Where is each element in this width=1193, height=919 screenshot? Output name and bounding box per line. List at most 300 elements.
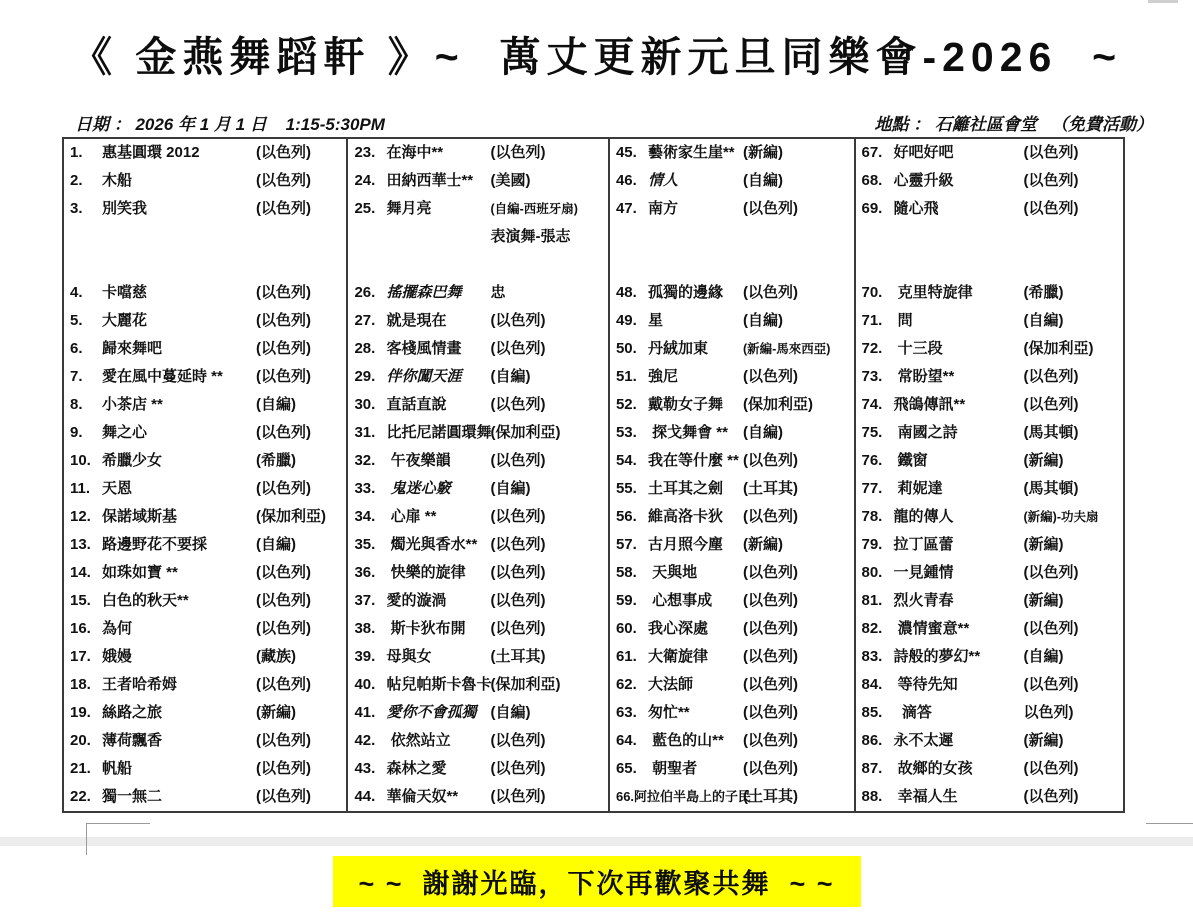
- item-name: 大法師: [647, 676, 693, 693]
- item-number: 23.: [354, 144, 376, 161]
- program-item: [856, 419, 1123, 447]
- item-note: (保加利亞): [256, 508, 326, 525]
- program-item: [64, 783, 346, 811]
- item-name: 舞月亮: [386, 200, 432, 217]
- item-note: (自編): [1023, 648, 1064, 665]
- program-item: [856, 167, 1123, 195]
- item-name: 天恩: [102, 480, 133, 497]
- program-item: [64, 755, 346, 783]
- item-number: 33.: [354, 480, 376, 497]
- program-item: [348, 167, 608, 195]
- item-name: 莉妮達: [893, 480, 943, 497]
- item-note: (以色列): [742, 284, 798, 301]
- item-number: 50.: [615, 340, 637, 357]
- item-name: 在海中**: [386, 144, 444, 161]
- item-name: 斯卡狄布開: [386, 620, 466, 637]
- item-number: 34.: [354, 508, 376, 525]
- item-note: (新編)-功夫扇: [1023, 510, 1099, 524]
- item-name: 幸福人生: [893, 788, 958, 805]
- item-name: 維高洛卡狄: [647, 508, 723, 525]
- item-name: 克里特旋律: [893, 284, 973, 301]
- item-number: 49.: [615, 312, 637, 329]
- program-item: [856, 195, 1123, 223]
- item-number: 56.: [615, 508, 637, 525]
- item-number: 69.: [861, 200, 883, 217]
- item-number: 2.: [70, 172, 83, 189]
- item-name: 好吧好吧: [893, 144, 954, 161]
- program-item: [64, 643, 346, 671]
- item-note: (以色列): [256, 368, 311, 385]
- item-number: 14.: [70, 564, 91, 581]
- item-name: 鬼迷心竅: [386, 480, 451, 497]
- item-name: 田納西華士**: [386, 172, 474, 189]
- item-note: (以色列): [1023, 144, 1079, 161]
- item-note: (新編): [1023, 732, 1064, 749]
- item-number: 58.: [615, 564, 637, 581]
- item-number: 83.: [861, 648, 883, 665]
- item-number: 42.: [354, 732, 376, 749]
- item-number: 10.: [70, 452, 91, 469]
- program-item: [610, 279, 854, 307]
- item-number: 87.: [861, 760, 883, 777]
- item-note: (以色列): [256, 592, 311, 609]
- item-name: 森林之愛: [386, 760, 447, 777]
- program-item: [610, 643, 854, 671]
- program-item: [348, 559, 608, 587]
- item-note: (以色列): [256, 480, 311, 497]
- item-name: 一見鍾情: [893, 564, 954, 581]
- program-column-1: [64, 139, 348, 811]
- program-column-3: [610, 139, 856, 811]
- item-name: 強尼: [647, 368, 678, 385]
- item-name: 天與地: [647, 564, 698, 581]
- program-item: [856, 307, 1123, 335]
- item-note: (新編-馬來西亞): [742, 342, 831, 356]
- item-number: 13.: [70, 536, 91, 553]
- program-item: [64, 363, 346, 391]
- program-item: [348, 391, 608, 419]
- item-note: (以色列): [490, 620, 546, 637]
- program-item: [348, 335, 608, 363]
- program-item: [856, 587, 1123, 615]
- item-number: 51.: [615, 368, 637, 385]
- item-name: 拉丁區蕾: [893, 536, 954, 553]
- item-name: 快樂的旋律: [386, 564, 466, 581]
- item-name: 獨一無二: [102, 788, 163, 805]
- item-number: 39.: [354, 648, 376, 665]
- item-number: 9.: [70, 424, 83, 441]
- program-item: [856, 447, 1123, 475]
- item-number: 76.: [861, 452, 883, 469]
- item-number: 81.: [861, 592, 883, 609]
- item-number: 32.: [354, 452, 376, 469]
- item-name: 如珠如寶 **: [102, 564, 178, 581]
- item-note: 以色列): [1023, 704, 1074, 721]
- item-note: (保加利亞): [1023, 340, 1094, 357]
- program-item: [610, 335, 854, 363]
- page-corner-mark-right: [1146, 823, 1193, 855]
- program-item: [64, 699, 346, 727]
- program-item: [610, 419, 854, 447]
- item-number: 11.: [70, 480, 91, 497]
- item-number: 31.: [354, 424, 376, 441]
- item-note: (土耳其): [490, 648, 546, 665]
- item-name: 王者哈希姆: [102, 676, 178, 693]
- item-number: 79.: [861, 536, 883, 553]
- program-item: [64, 447, 346, 475]
- page-boundary-mark-top: [1148, 0, 1178, 3]
- item-note: (自編): [490, 704, 531, 721]
- item-name: 常盼望**: [893, 368, 955, 385]
- item-number: 15.: [70, 592, 91, 609]
- item-note: (希臘): [256, 452, 296, 469]
- item-note: (希臘): [1023, 284, 1064, 301]
- program-item: [610, 391, 854, 419]
- item-note: (新編): [1023, 452, 1064, 469]
- item-name: 南方: [647, 200, 678, 217]
- program-item: [610, 195, 854, 223]
- item-note: (自編): [490, 368, 531, 385]
- item-number: 4.: [70, 284, 83, 301]
- item-name: 別笑我: [102, 200, 148, 217]
- item-name: 濃情蜜意**: [893, 620, 970, 637]
- item-number: 20.: [70, 732, 91, 749]
- item-number: 43.: [354, 760, 376, 777]
- item-note: (以色列): [256, 340, 311, 357]
- item-number: 78.: [861, 508, 883, 525]
- event-date: 日期 ： 2026 年 1 月 1 日 1:15-5:30PM: [75, 115, 385, 134]
- item-number: 5.: [70, 312, 83, 329]
- item-note: (以色列): [1023, 200, 1079, 217]
- item-number: 7.: [70, 368, 83, 385]
- item-name: 就是現在: [386, 312, 447, 329]
- program-gap-row: [64, 223, 346, 279]
- item-name: 舞之心: [102, 424, 148, 441]
- item-note: (以色列): [1023, 368, 1079, 385]
- item-number: 17.: [70, 648, 91, 665]
- item-name: 龍的傳人: [893, 508, 954, 525]
- program-item: [348, 755, 608, 783]
- program-item: [610, 727, 854, 755]
- item-note: (自編): [742, 172, 783, 189]
- program-item: [64, 279, 346, 307]
- item-name: 帆船: [102, 760, 133, 777]
- program-item: [348, 587, 608, 615]
- item-name: 鐵窗: [893, 452, 928, 469]
- program-item: [610, 699, 854, 727]
- program-item: [64, 727, 346, 755]
- item-name: 朝聖者: [647, 760, 698, 777]
- program-item: [856, 755, 1123, 783]
- item-note: (以色列): [256, 676, 311, 693]
- item-number: 41.: [354, 704, 376, 721]
- item-number: 18.: [70, 676, 91, 693]
- item-number: 16.: [70, 620, 91, 637]
- program-item: [610, 559, 854, 587]
- item-name: 愛的漩渦: [386, 592, 447, 609]
- item-note: (美國): [490, 172, 531, 189]
- item-name: 十三段: [893, 340, 943, 357]
- program-item: [64, 419, 346, 447]
- item-number: 86.: [861, 732, 883, 749]
- item-name: 薄荷飄香: [102, 732, 163, 749]
- program-item: [348, 475, 608, 503]
- program-item: [610, 139, 854, 167]
- program-item: [348, 419, 608, 447]
- item-note: (以色列): [490, 144, 546, 161]
- item-note: (以色列): [490, 732, 546, 749]
- item-note: (藏族): [256, 648, 296, 665]
- item-note: (以色列): [742, 368, 798, 385]
- item-number: 1.: [70, 144, 83, 161]
- program-item: [64, 671, 346, 699]
- item-note: (以色列): [742, 200, 798, 217]
- program-item: [610, 167, 854, 195]
- item-note: (以色列): [490, 452, 546, 469]
- item-name: 匆忙**: [647, 704, 690, 721]
- item-name: 直話直說: [386, 396, 447, 413]
- item-note: 忠: [490, 284, 506, 301]
- item-name: 藍色的山**: [647, 732, 724, 749]
- program-item: [348, 615, 608, 643]
- item-name: 詩般的夢幻**: [893, 648, 981, 665]
- program-item: [348, 307, 608, 335]
- item-note: (以色列): [742, 704, 798, 721]
- item-number: 61.: [615, 648, 637, 665]
- item-number: 84.: [861, 676, 883, 693]
- program-item: [348, 783, 608, 811]
- item-note: (以色列): [256, 312, 311, 329]
- item-name: 卡噹慈: [102, 284, 148, 301]
- program-item: [64, 475, 346, 503]
- program-item: [610, 783, 854, 811]
- program-item: [348, 671, 608, 699]
- page-break-band: [0, 837, 1193, 846]
- thank-you-banner: ~ ~ 謝謝光臨，下次再歡聚共舞 ~ ~: [332, 856, 860, 907]
- item-note: (土耳其): [742, 480, 798, 497]
- item-name: 為何: [102, 620, 133, 637]
- item-number: 64.: [615, 732, 637, 749]
- item-note: (以色列): [490, 536, 546, 553]
- program-item: [856, 531, 1123, 559]
- item-name: 比托尼諾圓環舞: [386, 424, 492, 441]
- program-item: [348, 643, 608, 671]
- item-note: (以色列): [256, 620, 311, 637]
- item-note: (以色列): [1023, 760, 1079, 777]
- item-number: 57.: [615, 536, 637, 553]
- item-name: 小茶店 **: [102, 396, 163, 413]
- item-note: (自編): [256, 396, 296, 413]
- item-note: (以色列): [256, 732, 311, 749]
- program-item: [348, 727, 608, 755]
- item-note: (以色列): [1023, 620, 1079, 637]
- item-number: 8.: [70, 396, 83, 413]
- item-number: 12.: [70, 508, 91, 525]
- item-number: 82.: [861, 620, 883, 637]
- program-item: [610, 531, 854, 559]
- item-number: 22.: [70, 788, 91, 805]
- item-number: 26.: [354, 284, 376, 301]
- program-item: [856, 699, 1123, 727]
- page-corner-mark-left: [86, 823, 150, 855]
- item-name: 午夜樂韻: [386, 452, 451, 469]
- item-note: (新編): [742, 536, 783, 553]
- program-item: [610, 755, 854, 783]
- item-note: (以色列): [256, 788, 311, 805]
- item-note: (以色列): [490, 312, 546, 329]
- program-item: [610, 475, 854, 503]
- item-note: (新編): [1023, 536, 1064, 553]
- item-note: (保加利亞): [490, 424, 561, 441]
- item-name: 問: [893, 312, 913, 329]
- item-note: (以色列): [256, 200, 311, 217]
- item-note: (以色列): [742, 648, 798, 665]
- program-item: [856, 559, 1123, 587]
- program-item: [856, 363, 1123, 391]
- item-note: (自編): [742, 312, 783, 329]
- item-note: (以色列): [490, 760, 546, 777]
- item-note: (以色列): [1023, 564, 1079, 581]
- item-name: 永不太遲: [893, 732, 954, 749]
- item-note: (以色列): [256, 144, 311, 161]
- program-item: [856, 615, 1123, 643]
- program-gap-row: [348, 223, 608, 279]
- item-note: (以色列): [742, 452, 798, 469]
- item-note: (以色列): [1023, 396, 1079, 413]
- item-number: 37.: [354, 592, 376, 609]
- item-number: 29.: [354, 368, 376, 385]
- item-number: 68.: [861, 172, 883, 189]
- program-item: [64, 503, 346, 531]
- item-name: 丹絨加東: [647, 340, 708, 357]
- item-number: 25.: [354, 200, 376, 217]
- program-item: [856, 335, 1123, 363]
- item-number: 30.: [354, 396, 376, 413]
- item-number: 24.: [354, 172, 376, 189]
- item-name: 絲路之旅: [102, 704, 163, 721]
- item-name: 66.阿拉伯半島上的子民: [615, 789, 752, 804]
- item-number: 48.: [615, 284, 637, 301]
- program-item: [610, 447, 854, 475]
- item-number: 46.: [615, 172, 637, 189]
- item-note: (自編-西班牙扇): [490, 202, 578, 216]
- item-name: 伴你闖天涯: [386, 368, 462, 385]
- item-name: 飛鴿傳訊**: [893, 396, 966, 413]
- item-note: (土耳其): [742, 788, 798, 805]
- program-item: [64, 139, 346, 167]
- item-number: 73.: [861, 368, 883, 385]
- page-title: 《 金燕舞蹈軒 》~ 萬丈更新元旦同樂會-2026 ~: [70, 34, 1123, 80]
- program-item: [856, 279, 1123, 307]
- program-item: [64, 307, 346, 335]
- item-number: 40.: [354, 676, 376, 693]
- event-venue: 地點 ： 石籬社區會堂 （免費活動）: [874, 115, 1153, 134]
- item-name: 大衛旋律: [647, 648, 708, 665]
- program-item: [348, 447, 608, 475]
- item-note: (以色列): [1023, 788, 1079, 805]
- program-item: [610, 671, 854, 699]
- item-name: 保諾域斯基: [102, 508, 178, 525]
- item-note: (自編): [742, 424, 783, 441]
- program-item: [64, 531, 346, 559]
- item-name: 愛在風中蔓延時 **: [102, 368, 223, 385]
- program-item: [348, 531, 608, 559]
- item-name: 我心深處: [647, 620, 708, 637]
- item-number: 19.: [70, 704, 91, 721]
- item-note: (以色列): [490, 788, 546, 805]
- program-item: [610, 503, 854, 531]
- item-note: (以色列): [742, 508, 798, 525]
- program-gap-note: 表演舞-張志: [490, 228, 571, 245]
- item-name: 戴勒女子舞: [647, 396, 723, 413]
- item-note: (馬其頓): [1023, 424, 1079, 441]
- program-item: [610, 363, 854, 391]
- item-note: (以色列): [742, 732, 798, 749]
- item-name: 探戈舞會 **: [647, 424, 728, 441]
- item-name: 希臘少女: [102, 452, 163, 469]
- item-number: 54.: [615, 452, 637, 469]
- item-name: 滴答: [893, 704, 932, 721]
- program-item: [64, 195, 346, 223]
- item-number: 27.: [354, 312, 376, 329]
- item-name: 心想事成: [647, 592, 713, 609]
- item-number: 44.: [354, 788, 376, 805]
- program-item: [856, 139, 1123, 167]
- item-name: 帖兒帕斯卡魯卡: [386, 676, 492, 693]
- item-name: 木船: [102, 172, 133, 189]
- item-number: 55.: [615, 480, 637, 497]
- item-note: (以色列): [256, 564, 311, 581]
- item-name: 情人: [647, 172, 678, 189]
- item-note: (以色列): [490, 592, 546, 609]
- item-name: 藝術家生崖**: [647, 144, 735, 161]
- item-name: 華倫天奴**: [386, 788, 459, 805]
- program-item: [64, 391, 346, 419]
- item-number: 6.: [70, 340, 83, 357]
- item-name: 烈火青春: [893, 592, 954, 609]
- item-number: 71.: [861, 312, 883, 329]
- item-name: 路邊野花不要採: [102, 536, 208, 553]
- item-number: 47.: [615, 200, 637, 217]
- program-item: [348, 503, 608, 531]
- item-name: 孤獨的邊緣: [647, 284, 723, 301]
- item-note: (新編): [1023, 592, 1064, 609]
- item-note: (以色列): [742, 592, 798, 609]
- program-item: [610, 587, 854, 615]
- item-number: 88.: [861, 788, 883, 805]
- item-number: 59.: [615, 592, 637, 609]
- item-number: 3.: [70, 200, 83, 217]
- item-note: (保加利亞): [490, 676, 561, 693]
- item-note: (以色列): [742, 676, 798, 693]
- item-note: (新編): [742, 144, 783, 161]
- item-note: (以色列): [256, 760, 311, 777]
- item-number: 62.: [615, 676, 637, 693]
- program-item: [64, 615, 346, 643]
- program-item: [610, 615, 854, 643]
- item-note: (保加利亞): [742, 396, 813, 413]
- item-number: 80.: [861, 564, 883, 581]
- item-number: 75.: [861, 424, 883, 441]
- item-note: (以色列): [256, 424, 311, 441]
- item-name: 心靈升級: [893, 172, 954, 189]
- program-item: [64, 335, 346, 363]
- item-number: 36.: [354, 564, 376, 581]
- program-item: [856, 727, 1123, 755]
- item-name: 愛你不會孤獨: [386, 704, 477, 721]
- item-number: 28.: [354, 340, 376, 357]
- item-name: 歸來舞吧: [102, 340, 163, 357]
